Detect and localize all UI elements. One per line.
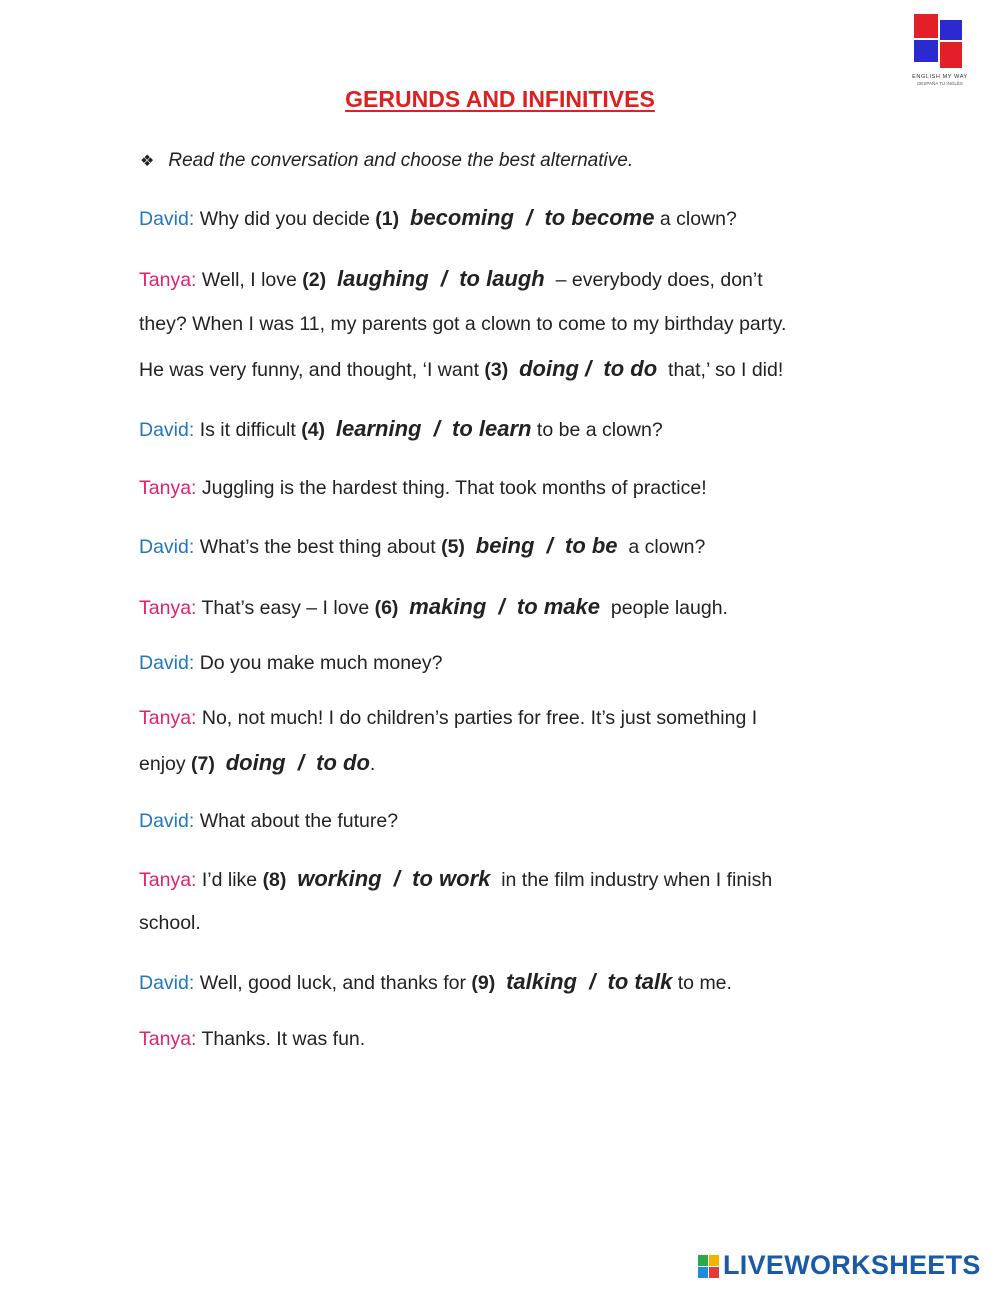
dialogue-line-2	[139, 266, 763, 292]
line-text: He was very funny, and thought, ‘I want	[139, 359, 485, 381]
speaker-tanya: Tanya:	[139, 1028, 197, 1050]
line-text: No, not much! I do children’s parties for free. It’s just something I	[196, 707, 758, 729]
line-text: Thanks. It was fun.	[196, 1028, 366, 1050]
line-text: that,’ so I did!	[657, 359, 784, 381]
answer-options[interactable]: working / to work	[297, 866, 491, 891]
dialogue-line-1	[139, 205, 737, 231]
dialogue-line-14: school.	[139, 912, 201, 934]
speaker-david: David:	[139, 419, 195, 441]
answer-options[interactable]: doing / to do	[519, 356, 658, 381]
speaker-tanya: Tanya:	[139, 707, 197, 729]
dialogue-line-10	[139, 707, 757, 730]
dialogue-line-7	[139, 533, 705, 559]
question-number: (5)	[441, 536, 465, 558]
answer-options[interactable]: doing / to do	[225, 750, 370, 775]
answer-options[interactable]: becoming / to become	[409, 205, 655, 230]
speaker-david: David:	[139, 652, 195, 674]
speaker-david: David:	[139, 208, 195, 230]
line-text: I’d like	[196, 869, 263, 891]
dialogue-line-3: they? When I was 11, my parents got a clown to come to my birthday party.	[139, 313, 787, 335]
answer-options[interactable]: talking / to talk	[506, 969, 673, 994]
line-text: to me.	[672, 972, 732, 994]
speaker-david: David:	[139, 810, 195, 832]
line-text: Why did you decide	[194, 208, 376, 230]
answer-options[interactable]: learning / to learn	[335, 416, 532, 441]
dialogue-line-9	[139, 652, 442, 675]
line-text: a clown?	[654, 208, 737, 230]
dialogue-line-5	[139, 416, 663, 442]
dialogue-line-11	[139, 750, 375, 776]
question-number: (9)	[471, 972, 496, 994]
answer-options[interactable]: being / to be	[475, 533, 618, 558]
dialogue-line-8	[139, 594, 728, 620]
line-text: That’s easy – I love	[196, 597, 375, 619]
line-text: Well, I love	[196, 269, 303, 291]
speaker-tanya: Tanya:	[139, 269, 197, 291]
question-number: (7)	[191, 753, 215, 775]
line-text: What’s the best thing about	[194, 536, 442, 558]
page-title: GERUNDS AND INFINITIVES	[345, 86, 655, 112]
dialogue-line-12	[139, 810, 398, 833]
line-text: to be a clown?	[531, 419, 663, 441]
line-text: Well, good luck, and thanks for	[194, 972, 472, 994]
liveworksheets-wordmark: LIVEWORKSHEETS	[723, 1250, 981, 1280]
answer-options[interactable]: laughing / to laugh	[336, 266, 545, 291]
logo-tagline: DESPAÑA TU INGLÉS	[917, 81, 963, 86]
logo-name: ENGLISH MY WAY	[912, 74, 968, 80]
question-number: (3)	[484, 359, 509, 381]
line-text: – everybody does, don’t	[544, 269, 763, 291]
question-number: (4)	[301, 419, 326, 441]
diamond-bullet-icon: ❖	[140, 153, 155, 170]
dialogue-line-13	[139, 866, 772, 892]
speaker-tanya: Tanya:	[139, 869, 197, 891]
speaker-tanya: Tanya:	[139, 477, 197, 499]
dialogue-line-6	[139, 477, 707, 500]
line-text: in the film industry when I finish	[490, 869, 773, 891]
line-text: a clown?	[617, 536, 706, 558]
line-text: enjoy	[139, 753, 192, 775]
line-text: Do you make much money?	[194, 652, 443, 674]
line-text: people laugh.	[600, 597, 728, 619]
speaker-david: David:	[139, 972, 195, 994]
line-text: Juggling is the hardest thing. That took months of practice!	[196, 477, 707, 499]
liveworksheets-icon	[698, 1255, 720, 1279]
line-text: Is it difficult	[194, 419, 302, 441]
english-my-way-logo	[912, 14, 966, 72]
question-number: (1)	[375, 208, 400, 230]
question-number: (8)	[262, 869, 287, 891]
line-text: What about the future?	[194, 810, 399, 832]
speaker-tanya: Tanya:	[139, 597, 197, 619]
instruction	[140, 150, 633, 172]
dialogue-line-4	[139, 356, 783, 382]
dialogue-line-15	[139, 969, 732, 995]
instruction-text: Read the conversation and choose the best alternative.	[168, 150, 634, 171]
speaker-david: David:	[139, 536, 195, 558]
dialogue-line-16	[139, 1028, 365, 1051]
question-number: (2)	[302, 269, 327, 291]
question-number: (6)	[374, 597, 399, 619]
answer-options[interactable]: making / to make	[409, 594, 601, 619]
line-text: .	[369, 753, 376, 775]
